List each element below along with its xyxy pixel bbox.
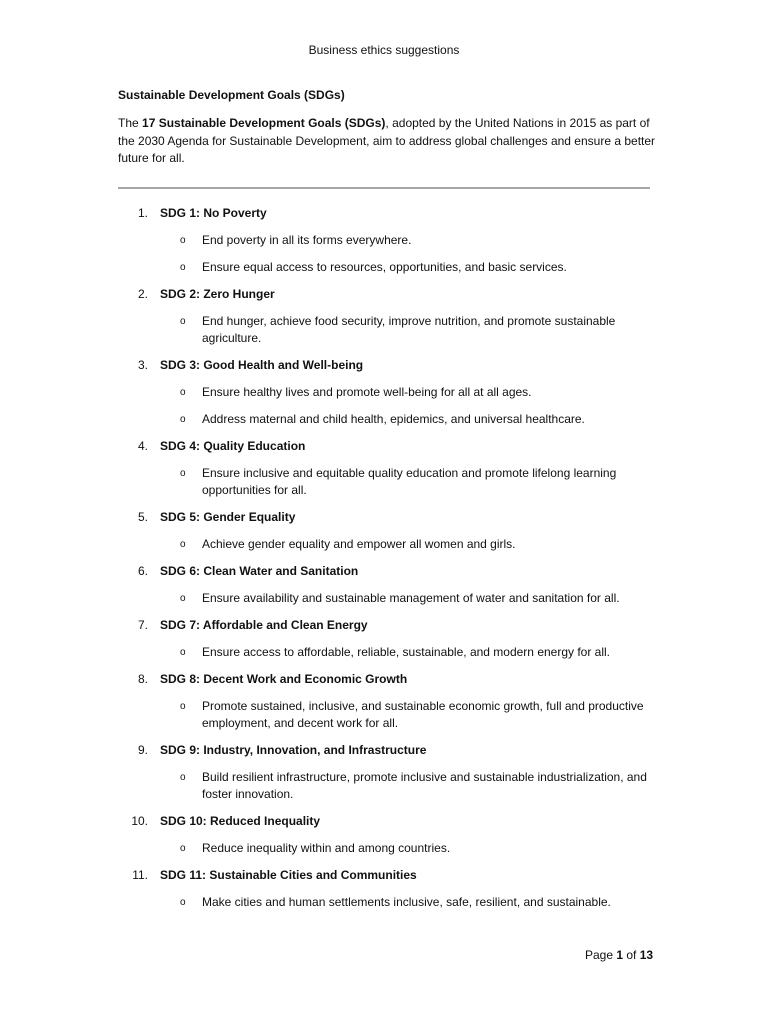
sdg-number: 2. — [137, 287, 148, 301]
hollow-circle-bullet-icon: o — [180, 468, 186, 479]
sdg-item — [118, 563, 658, 607]
document-header: Business ethics suggestions — [308, 43, 460, 57]
sdg-bullet-text: Make cities and human settlements inclusive, safe, resilient, and sustainable. — [202, 895, 611, 909]
sdg-bullet — [118, 384, 658, 401]
sdg-number: 10. — [131, 814, 148, 828]
sdg-bullet-text: Promote sustained, inclusive, and sustainable economic growth, full and productive employment, and decent work for all. — [202, 699, 644, 730]
sdg-bullet — [118, 259, 658, 276]
sdg-item — [118, 286, 658, 347]
sdg-heading — [118, 671, 658, 688]
sdg-bullet-list — [118, 769, 658, 803]
sdg-number: 4. — [137, 439, 148, 453]
sdg-bullet-list — [118, 313, 658, 347]
sdg-heading — [118, 742, 658, 759]
sdg-number: 11. — [132, 868, 148, 882]
hollow-circle-bullet-icon: o — [180, 701, 186, 712]
sdg-bullet-text: Build resilient infrastructure, promote inclusive and sustainable industrialization, and foster innovation. — [202, 770, 647, 801]
intro-paragraph — [118, 115, 658, 168]
sdg-bullet-text: Ensure equal access to resources, opportunities, and basic services. — [202, 260, 567, 274]
sdg-item — [118, 438, 658, 499]
sdg-title: SDG 2: Zero Hunger — [160, 287, 275, 301]
sdg-number: 1. — [137, 206, 148, 220]
sdg-bullet — [118, 411, 658, 428]
hollow-circle-bullet-icon: o — [180, 843, 186, 854]
hollow-circle-bullet-icon: o — [180, 897, 186, 908]
hollow-circle-bullet-icon: o — [180, 262, 186, 273]
sdg-item — [118, 617, 658, 661]
sdg-list — [118, 205, 658, 921]
page-current: 1 — [616, 948, 624, 962]
page-total: 13 — [639, 948, 654, 962]
sdg-bullet-list — [118, 698, 658, 732]
sdg-heading — [118, 357, 658, 374]
sdg-title: SDG 3: Good Health and Well-being — [160, 358, 364, 372]
sdg-bullet-list — [118, 644, 658, 661]
sdg-number: 9. — [137, 743, 148, 757]
sdg-bullet-list — [118, 465, 658, 499]
sdg-heading — [118, 438, 658, 455]
sdg-bullet — [118, 840, 658, 857]
horizontal-divider — [118, 187, 650, 189]
sdg-heading — [118, 509, 658, 526]
sdg-item — [118, 813, 658, 857]
sdg-item — [118, 867, 658, 911]
sdg-bullet-text: End poverty in all its forms everywhere. — [202, 233, 412, 247]
sdg-item — [118, 742, 658, 803]
sdg-bullet-list — [118, 590, 658, 607]
hollow-circle-bullet-icon: o — [180, 772, 186, 783]
sdg-heading — [118, 286, 658, 303]
sdg-bullet-list — [118, 384, 658, 428]
sdg-number: 6. — [137, 564, 148, 578]
sdg-bullet — [118, 698, 658, 732]
sdg-heading — [118, 617, 658, 634]
sdg-bullet — [118, 536, 658, 553]
hollow-circle-bullet-icon: o — [180, 593, 186, 604]
sdg-title: SDG 1: No Poverty — [160, 206, 267, 220]
hollow-circle-bullet-icon: o — [180, 316, 186, 327]
sdg-bullet-text: End hunger, achieve food security, improve nutrition, and promote sustainable agriculture. — [202, 314, 616, 345]
sdg-item — [118, 671, 658, 732]
sdg-bullet-list — [118, 840, 658, 857]
sdg-title: SDG 10: Reduced Inequality — [160, 814, 321, 828]
sdg-number: 3. — [137, 358, 148, 372]
sdg-bullet — [118, 644, 658, 661]
page-label: Page — [585, 948, 617, 962]
sdg-heading — [118, 813, 658, 830]
sdg-bullet-text: Ensure availability and sustainable management of water and sanitation for all. — [202, 591, 620, 605]
sdg-bullet-text: Reduce inequality within and among countries. — [202, 841, 451, 855]
sdg-title: SDG 6: Clean Water and Sanitation — [160, 564, 359, 578]
sdg-heading — [118, 205, 658, 222]
hollow-circle-bullet-icon: o — [180, 414, 186, 425]
intro-bold: 17 Sustainable Development Goals (SDGs) — [142, 116, 386, 130]
sdg-bullet — [118, 590, 658, 607]
sdg-item — [118, 509, 658, 553]
sdg-bullet — [118, 313, 658, 347]
sdg-heading — [118, 867, 658, 884]
sdg-bullet — [118, 232, 658, 249]
sdg-title: SDG 4: Quality Education — [160, 439, 306, 453]
sdg-heading — [118, 563, 658, 580]
sdg-bullet — [118, 894, 658, 911]
sdg-title: SDG 8: Decent Work and Economic Growth — [160, 672, 408, 686]
sdg-title: SDG 7: Affordable and Clean Energy — [160, 618, 368, 632]
page-of: of — [623, 948, 640, 962]
sdg-bullet-text: Achieve gender equality and empower all women and girls. — [202, 537, 516, 551]
sdg-title: SDG 11: Sustainable Cities and Communities — [160, 868, 417, 882]
sdg-bullet-text: Ensure access to affordable, reliable, sustainable, and modern energy for all. — [202, 645, 611, 659]
sdg-bullet-text: Ensure healthy lives and promote well-being for all at all ages. — [202, 385, 532, 399]
sdg-bullet — [118, 465, 658, 499]
section-title: Sustainable Development Goals (SDGs) — [118, 88, 345, 102]
intro-prefix: The — [118, 116, 143, 130]
sdg-bullet-text: Address maternal and child health, epidemics, and universal healthcare. — [202, 412, 585, 426]
sdg-number: 7. — [137, 618, 148, 632]
hollow-circle-bullet-icon: o — [180, 539, 186, 550]
hollow-circle-bullet-icon: o — [180, 387, 186, 398]
sdg-bullet-list — [118, 232, 658, 276]
sdg-bullet — [118, 769, 658, 803]
sdg-number: 5. — [137, 510, 148, 524]
sdg-bullet-text: Ensure inclusive and equitable quality education and promote lifelong learning opportunities for all. — [202, 466, 617, 497]
hollow-circle-bullet-icon: o — [180, 647, 186, 658]
page-number — [585, 948, 653, 962]
sdg-bullet-list — [118, 894, 658, 911]
intro-rest: , adopted by the United Nations in 2015 as part of the 2030 Agenda for Sustainable Development, aim to address global challenges and ensure a better future for all. — [118, 116, 656, 165]
sdg-number: 8. — [137, 672, 148, 686]
sdg-title: SDG 9: Industry, Innovation, and Infrastructure — [160, 743, 427, 757]
sdg-bullet-list — [118, 536, 658, 553]
sdg-item — [118, 357, 658, 428]
sdg-title: SDG 5: Gender Equality — [160, 510, 296, 524]
sdg-item — [118, 205, 658, 276]
hollow-circle-bullet-icon: o — [180, 235, 186, 246]
